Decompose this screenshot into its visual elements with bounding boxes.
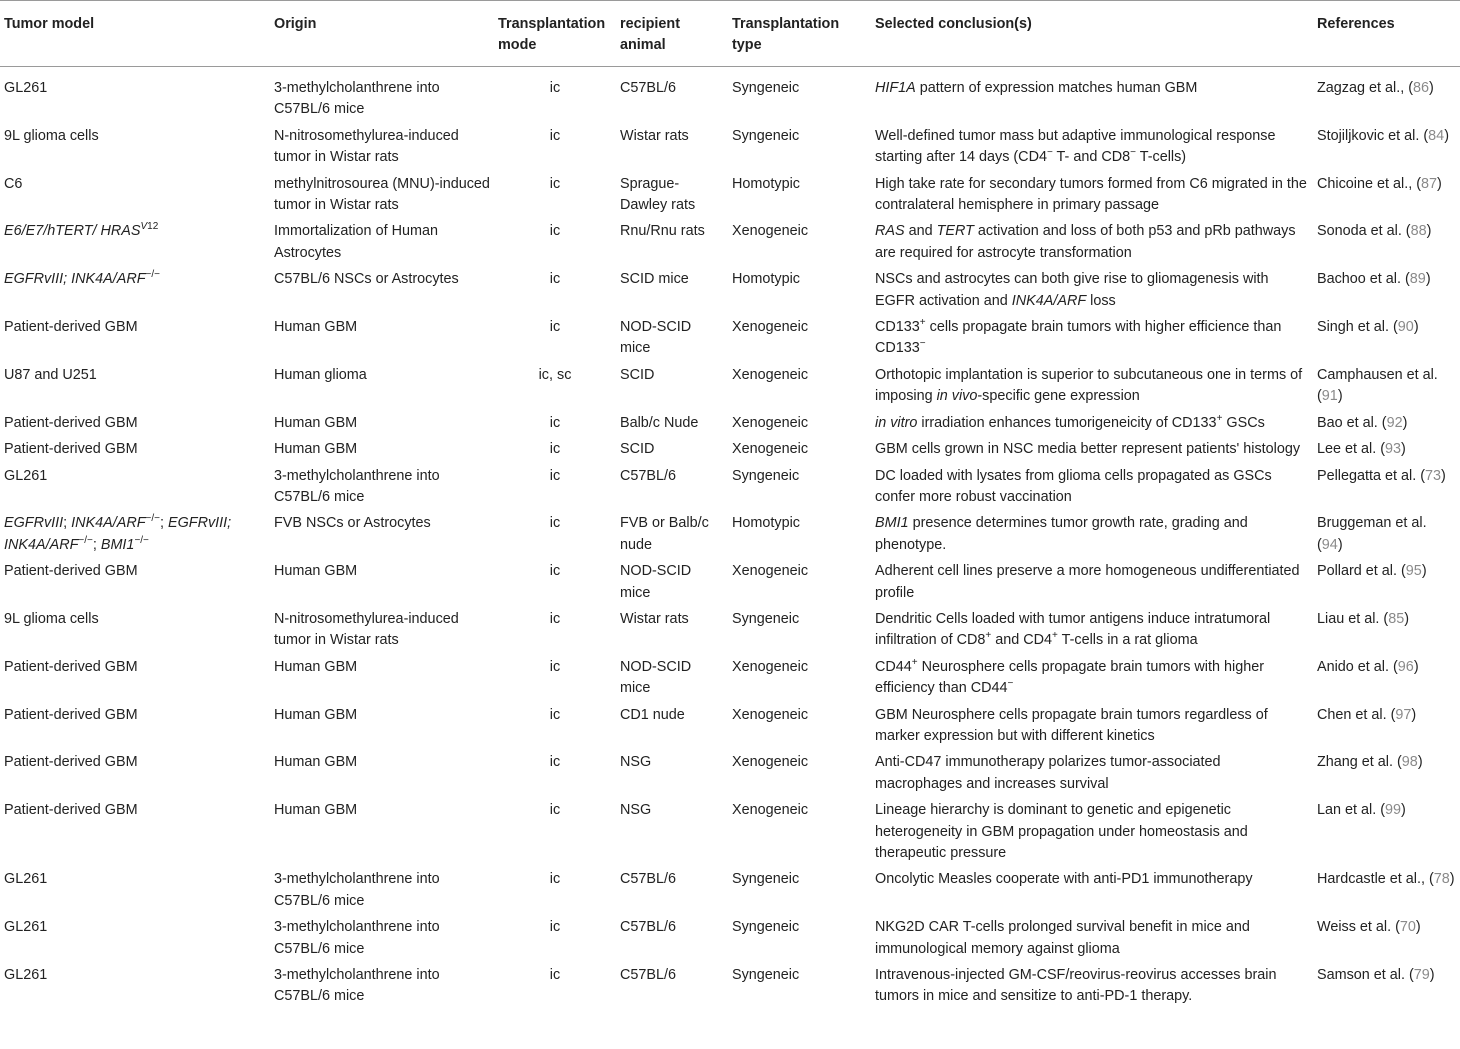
reference-close: ) [1401,802,1406,819]
cell-transplantation-mode: ic [549,610,561,627]
reference-text: Pellegatta et al. ( [1317,467,1425,484]
cell-selected-conclusion: High take rate for secondary tumors formed from C6 migrated in the contralateral hemisphere in primary passage [875,175,1307,214]
reference-link[interactable]: 78 [1433,871,1450,888]
reference-text: Bachoo et al. ( [1317,271,1410,288]
table-row [0,365,1460,413]
reference-link[interactable]: 94 [1321,536,1338,553]
cell-tumor-model: 9L glioma cells [4,610,99,627]
cell-selected-conclusion: DC loaded with lysates from glioma cells propagated as GSCs confer more robust vaccination [875,467,1272,505]
reference-text: Hardcastle et al., ( [1317,871,1434,888]
cell-transplantation-mode: ic [549,563,561,580]
cell-recipient-animal: NOD-SCID mice [620,563,692,601]
cell-transplantation-type: Syngeneic [732,919,800,936]
cell-origin: N-nitrosomethylurea-induced tumor in Wistar rats [274,127,459,166]
reference-close: ) [1425,271,1431,288]
cell-transplantation-mode: ic [549,967,561,984]
cell-tumor-model: GL261 [4,967,48,984]
table-row [0,609,1460,657]
reference-link[interactable]: 99 [1385,802,1402,819]
reference-close: ) [1421,563,1427,580]
reference-link[interactable]: 98 [1401,754,1418,771]
table-row [0,869,1460,917]
cell-transplantation-mode: ic [549,127,561,144]
table-row [0,965,1460,1013]
cell-reference [1313,67,1460,126]
reference-link[interactable]: 92 [1386,414,1403,431]
cell-tumor-model: GL261 [4,467,48,484]
reference-close: ) [1337,388,1343,405]
cell-recipient-animal: SCID mice [620,271,689,288]
cell-reference [1313,269,1460,317]
cell-tumor-model: Patient-derived GBM [4,319,138,336]
cell-transplantation-mode: ic [549,802,561,819]
table-row [0,657,1460,705]
cell-tumor-model: U87 and U251 [4,366,97,383]
cell-selected-conclusion: BMI1 presence determines tumor growth rate, grading and phenotype. [875,515,1248,553]
cell-transplantation-mode: ic [549,319,561,336]
cell-recipient-animal: Wistar rats [620,127,689,144]
cell-tumor-model: Patient-derived GBM [4,414,138,431]
reference-text: Zhang et al. ( [1317,754,1402,771]
cell-transplantation-type: Homotypic [732,271,800,288]
cell-origin: 3-methylcholanthrene into C57BL/6 mice [274,967,440,1005]
cell-reference [1313,917,1460,965]
header-row [0,1,1460,67]
cell-selected-conclusion: Orthotopic implantation is superior to subcutaneous one in terms of imposing in vivo-specific gene expression [875,366,1303,405]
cell-recipient-animal: C57BL/6 [620,919,677,936]
cell-reference [1313,365,1460,413]
reference-text: Lan et al. ( [1317,802,1385,819]
cell-tumor-model: C6 [4,175,23,192]
reference-close: ) [1417,754,1423,771]
cell-recipient-animal: NOD-SCID mice [620,319,692,357]
cell-reference [1313,174,1460,222]
reference-close: ) [1449,871,1455,888]
cell-recipient-animal: FVB or Balb/c nude [620,515,709,553]
table-row [0,705,1460,753]
cell-recipient-animal: Rnu/Rnu rats [620,223,705,240]
cell-reference [1313,317,1460,365]
reference-link[interactable]: 96 [1397,658,1414,675]
reference-close: ) [1413,319,1419,336]
cell-origin: 3-methylcholanthrene into C57BL/6 mice [274,919,440,957]
cell-transplantation-type: Xenogeneic [732,754,809,771]
reference-close: ) [1437,175,1442,192]
reference-close: ) [1429,967,1435,984]
cell-selected-conclusion: RAS and TERT activation and loss of both p53 and pRb pathways are required for astrocyte transformation [875,223,1296,261]
reference-link[interactable]: 95 [1405,563,1422,580]
cell-origin: Human GBM [274,706,358,723]
reference-close: ) [1411,706,1417,723]
cell-transplantation-mode: ic [549,515,561,532]
reference-link[interactable]: 88 [1410,223,1427,240]
cell-origin: methylnitrosourea (MNU)-induced tumor in Wistar rats [274,175,490,214]
cell-tumor-model: GL261 [4,80,48,96]
reference-link[interactable]: 85 [1388,610,1405,627]
cell-tumor-model: GL261 [4,919,48,936]
cell-selected-conclusion: NKG2D CAR T-cells prolonged survival benefit in mice and immunological memory against glioma [875,919,1250,957]
cell-recipient-animal: C57BL/6 [620,871,677,888]
table-row [0,221,1460,269]
header-selected-conclusions: Selected conclusion(s) [871,1,1313,67]
reference-link[interactable]: 79 [1413,967,1430,984]
reference-link[interactable]: 89 [1409,271,1426,288]
cell-tumor-model: E6/E7/hTERT/ $HRAS^{V12}$ [4,221,159,240]
reference-text: Lee et al. ( [1317,441,1385,458]
reference-link[interactable]: 73 [1425,467,1442,484]
cell-tumor-model: Patient-derived GBM [4,802,138,819]
cell-selected-conclusion: Anti-CD47 immunotherapy polarizes tumor-associated macrophages and increases survival [875,754,1221,792]
table-body [0,67,1460,1013]
cell-transplantation-type: Xenogeneic [732,319,809,336]
cell-transplantation-mode: ic [549,706,561,723]
cell-tumor-model: Patient-derived GBM [4,563,138,580]
cell-tumor-model: GL261 [4,871,48,888]
header-references: References [1313,1,1460,67]
reference-close: ) [1444,127,1449,144]
cell-origin: Human GBM [274,414,358,431]
cell-selected-conclusion: Well-defined tumor mass but adaptive immunological response starting after 14 days (CD4− T- and CD8− T-cells) [875,127,1276,166]
header-tumor-model: Tumor model [0,1,270,67]
cell-tumor-model: Patient-derived GBM [4,754,138,771]
cell-recipient-animal: CD1 nude [620,706,685,723]
reference-text: Singh et al. ( [1317,319,1398,336]
cell-selected-conclusion: Lineage hierarchy is dominant to genetic and epigenetic heterogeneity in GBM propagation under homeostasis and therapeutic pressure [875,802,1248,861]
reference-close: ) [1402,414,1408,431]
cell-recipient-animal: C57BL/6 [620,80,677,96]
cell-recipient-animal: Wistar rats [620,610,689,627]
reference-text: Liau et al. ( [1317,610,1389,627]
cell-transplantation-type: Xenogeneic [732,414,809,431]
table-row [0,67,1460,126]
cell-selected-conclusion: GBM Neurosphere cells propagate brain tumors regardless of marker expression but with different kinetics [875,706,1268,744]
cell-selected-conclusion: NSCs and astrocytes can both give rise to gliomagenesis with EGFR activation and INK4A/ARF loss [875,271,1269,309]
cell-tumor-model: 9L glioma cells [4,127,99,144]
cell-selected-conclusion: Intravenous-injected GM-CSF/reovirus-reovirus accesses brain tumors in mice and sensitize to anti-PD-1 therapy. [875,967,1277,1005]
cell-reference [1313,466,1460,514]
cell-transplantation-mode: ic [549,919,561,936]
cell-origin: FVB NSCs or Astrocytes [274,515,431,532]
reference-text: Anido et al. ( [1317,658,1398,675]
reference-text: Sonoda et al. ( [1317,223,1411,240]
cell-selected-conclusion: Adherent cell lines preserve a more homogeneous undifferentiated profile [875,563,1300,601]
cell-transplantation-type: Xenogeneic [732,366,809,383]
cell-transplantation-mode: ic [549,271,561,288]
cell-reference [1313,609,1460,657]
cell-origin: N-nitrosomethylurea-induced tumor in Wistar rats [274,610,459,649]
cell-reference [1313,221,1460,269]
reference-text: Bao et al. ( [1317,414,1387,431]
reference-link[interactable]: 97 [1395,706,1412,723]
table-row [0,317,1460,365]
cell-selected-conclusion: CD44+ Neurosphere cells propagate brain tumors with higher efficiency than CD44− [875,656,1264,697]
cell-reference [1313,413,1460,439]
cell-transplantation-mode: ic [549,871,561,888]
cell-transplantation-type: Syngeneic [732,127,800,144]
cell-origin: 3-methylcholanthrene into C57BL/6 mice [274,467,440,505]
cell-reference [1313,513,1460,561]
table-row [0,174,1460,222]
cell-origin: Human GBM [274,754,358,771]
cell-transplantation-mode: ic [549,754,561,771]
table-row [0,466,1460,514]
cell-transplantation-mode: ic [549,175,561,192]
reference-text: Stojiljkovic et al. ( [1317,127,1429,144]
cell-selected-conclusion: HIF1A pattern of expression matches human GBM [875,80,1198,96]
reference-close: ) [1426,223,1432,240]
reference-close: ) [1413,658,1419,675]
cell-tumor-model: Patient-derived GBM [4,706,138,723]
cell-tumor-model: Patient-derived GBM [4,441,138,458]
reference-link[interactable]: 84 [1428,127,1445,144]
cell-recipient-animal: SCID [620,366,655,383]
cell-recipient-animal: SCID [620,441,655,458]
cell-origin: 3-methylcholanthrene into C57BL/6 mice [274,871,440,909]
cell-origin: C57BL/6 NSCs or Astrocytes [274,271,459,288]
cell-origin: 3-methylcholanthrene into C57BL/6 mice [274,80,440,118]
cell-recipient-animal: NSG [620,802,652,819]
table-row [0,439,1460,465]
cell-recipient-animal: NOD-SCID mice [620,658,692,697]
cell-transplantation-mode: ic [549,80,561,96]
reference-link[interactable]: 91 [1321,388,1338,405]
cell-origin: Human glioma [274,366,367,383]
cell-transplantation-mode: ic [549,441,561,458]
cell-reference [1313,657,1460,705]
cell-transplantation-type: Homotypic [732,515,800,532]
cell-tumor-model: Patient-derived GBM [4,658,138,675]
table-row [0,269,1460,317]
cell-transplantation-type: Syngeneic [732,467,800,484]
reference-close: ) [1337,536,1343,553]
cell-transplantation-type: Xenogeneic [732,706,809,723]
reference-link[interactable]: 90 [1397,319,1414,336]
table-row [0,126,1460,174]
table-row [0,917,1460,965]
cell-transplantation-type: Xenogeneic [732,802,809,819]
table-row [0,561,1460,609]
cell-selected-conclusion: GBM cells grown in NSC media better represent patients' histology [875,441,1301,458]
cell-transplantation-type: Syngeneic [732,80,800,96]
cell-transplantation-type: Xenogeneic [732,658,809,675]
cell-tumor-model: EGFRvIII; INK4A/ARF−/− [4,269,161,288]
table-row [0,413,1460,439]
cell-transplantation-mode: ic [549,223,561,240]
cell-origin: Immortalization of Human Astrocytes [274,223,438,261]
cell-transplantation-mode: ic [549,658,561,675]
reference-close: ) [1415,919,1421,936]
reference-link[interactable]: 87 [1420,175,1437,192]
table-row [0,800,1460,869]
reference-close: ) [1429,80,1434,96]
cell-transplantation-mode: ic [549,414,561,431]
cell-origin: Human GBM [274,658,358,675]
cell-reference [1313,752,1460,800]
cell-reference [1313,561,1460,609]
cell-reference [1313,965,1460,1013]
cell-selected-conclusion: CD133+ cells propagate brain tumors with higher efficience than CD133− [875,317,1282,357]
header-transplantation-type: Transplantation type [728,1,871,67]
cell-reference [1313,439,1460,465]
cell-recipient-animal: Sprague-Dawley rats [620,175,696,214]
cell-reference [1313,126,1460,174]
reference-text: Pollard et al. ( [1317,563,1406,580]
cell-selected-conclusion: Dendritic Cells loaded with tumor antigens induce intratumoral infiltration of CD8+ and CD4+ T-cells in a rat glioma [875,610,1271,649]
cell-transplantation-type: Xenogeneic [732,223,809,240]
reference-text: Chicoine et al., ( [1317,175,1421,192]
cell-transplantation-mode: ic, sc [538,366,572,383]
cell-transplantation-type: Syngeneic [732,610,800,627]
cell-reference [1313,869,1460,917]
reference-link[interactable]: 93 [1385,441,1402,458]
table-row [0,752,1460,800]
cell-reference [1313,705,1460,753]
cell-recipient-animal: Balb/c Nude [620,414,699,431]
cell-transplantation-type: Xenogeneic [732,563,809,580]
cell-transplantation-type: Xenogeneic [732,441,809,458]
reference-close: ) [1404,610,1410,627]
header-origin: Origin [270,1,494,67]
cell-selected-conclusion: in vitro irradiation enhances tumorigeneicity of CD133+ GSCs [875,412,1265,431]
cell-transplantation-type: Homotypic [732,175,800,192]
cell-transplantation-type: Syngeneic [732,871,800,888]
reference-text: Bruggeman et al. ( [1317,515,1427,553]
reference-link[interactable]: 70 [1399,919,1416,936]
reference-text: Samson et al. ( [1317,967,1414,984]
cell-origin: Human GBM [274,802,358,819]
header-recipient-animal: recipient animal [616,1,728,67]
cell-recipient-animal: C57BL/6 [620,467,677,484]
cell-origin: Human GBM [274,319,358,336]
table-row [0,513,1460,561]
header-transplantation-mode: Transplantation mode [494,1,616,67]
cell-tumor-model: EGFRvIII; INK4A/ARF−/−; EGFRvIII; INK4A/ARF−/−; BMI1−/− [4,513,232,553]
reference-close: ) [1401,441,1406,458]
reference-text: Weiss et al. ( [1317,919,1400,936]
reference-text: Camphausen et al. ( [1317,366,1438,405]
reference-close: ) [1441,467,1446,484]
cell-transplantation-type: Syngeneic [732,967,800,984]
cell-recipient-animal: NSG [620,754,652,771]
cell-selected-conclusion: Oncolytic Measles cooperate with anti-PD1 immunotherapy [875,871,1253,888]
cell-recipient-animal: C57BL/6 [620,967,677,984]
reference-text: Chen et al. ( [1317,706,1396,723]
cell-origin: Human GBM [274,441,358,458]
reference-text: Zagzag et al., ( [1317,80,1413,96]
cell-origin: Human GBM [274,563,358,580]
cell-reference [1313,800,1460,869]
reference-link[interactable]: 86 [1413,80,1430,96]
cell-transplantation-mode: ic [549,467,561,484]
